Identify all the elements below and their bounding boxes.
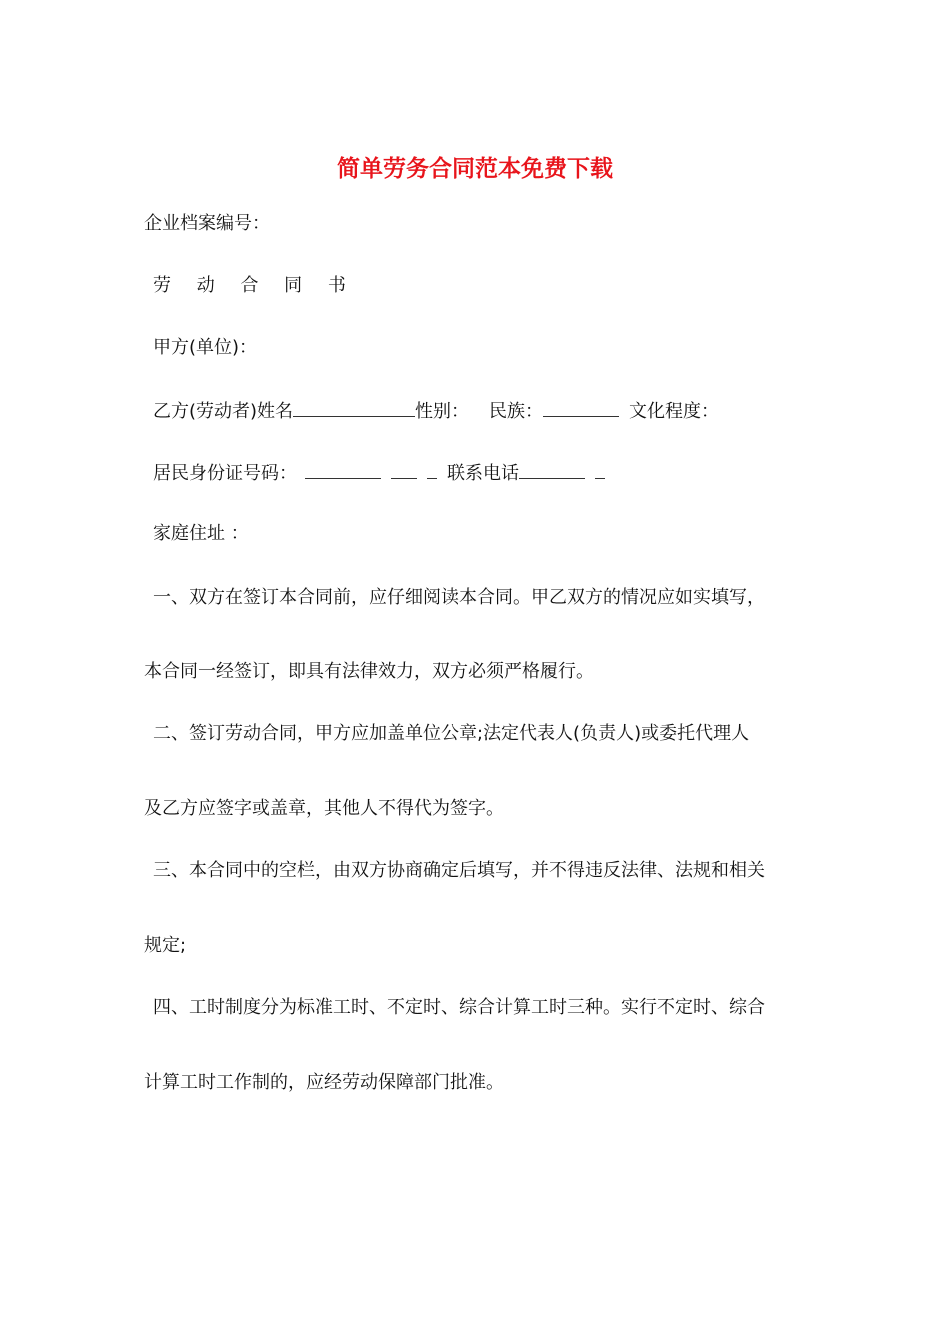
party-b-line <box>153 398 719 424</box>
name-blank <box>293 398 415 417</box>
id-line <box>153 460 605 486</box>
archive-number-label: 企业档案编号： <box>144 213 270 234</box>
clause-3-line-1: 三、本合同中的空栏，由双方协商确定后填写，并不得违反法律、法规和相关 <box>153 860 765 881</box>
party-a-label: 甲方(单位)： <box>153 337 258 358</box>
clause-1-line-2: 本合同一经签订，即具有法律效力，双方必须严格履行。 <box>144 661 594 682</box>
clause-4-line-2: 计算工时工作制的，应经劳动保障部门批准。 <box>144 1072 504 1093</box>
education-label: 文化程度： <box>629 401 720 422</box>
clause-3-line-2: 规定; <box>144 935 187 956</box>
document-title: 简单劳务合同范本免费下载 <box>337 155 613 182</box>
party-b-name-label: 乙方(劳动者)姓名 <box>153 401 294 422</box>
id-blank-3 <box>427 460 437 479</box>
ethnicity-label: 民族： <box>489 401 544 422</box>
phone-label: 联系电话 <box>447 463 519 484</box>
clause-1-line-1: 一、双方在签订本合同前，应仔细阅读本合同。甲乙双方的情况应如实填写， <box>153 587 765 608</box>
phone-blank-1 <box>519 460 585 479</box>
id-blank-1 <box>305 460 381 479</box>
id-blank-2 <box>391 460 417 479</box>
clause-4-line-1: 四、工时制度分为标准工时、不定时、综合计算工时三种。实行不定时、综合 <box>153 997 765 1018</box>
phone-blank-2 <box>595 460 605 479</box>
clause-2-line-1: 二、签订劳动合同，甲方应加盖单位公章;法定代表人(负责人)或委托代理人 <box>153 723 750 744</box>
gender-label: 性别： <box>415 401 470 422</box>
id-number-label: 居民身份证号码： <box>153 463 297 484</box>
address-label: 家庭住址 ： <box>153 523 249 544</box>
clause-2-line-2: 及乙方应签字或盖章，其他人不得代为签字。 <box>144 798 504 819</box>
contract-heading: 劳 动 合 同 书 <box>153 275 356 296</box>
ethnicity-blank <box>543 398 619 417</box>
